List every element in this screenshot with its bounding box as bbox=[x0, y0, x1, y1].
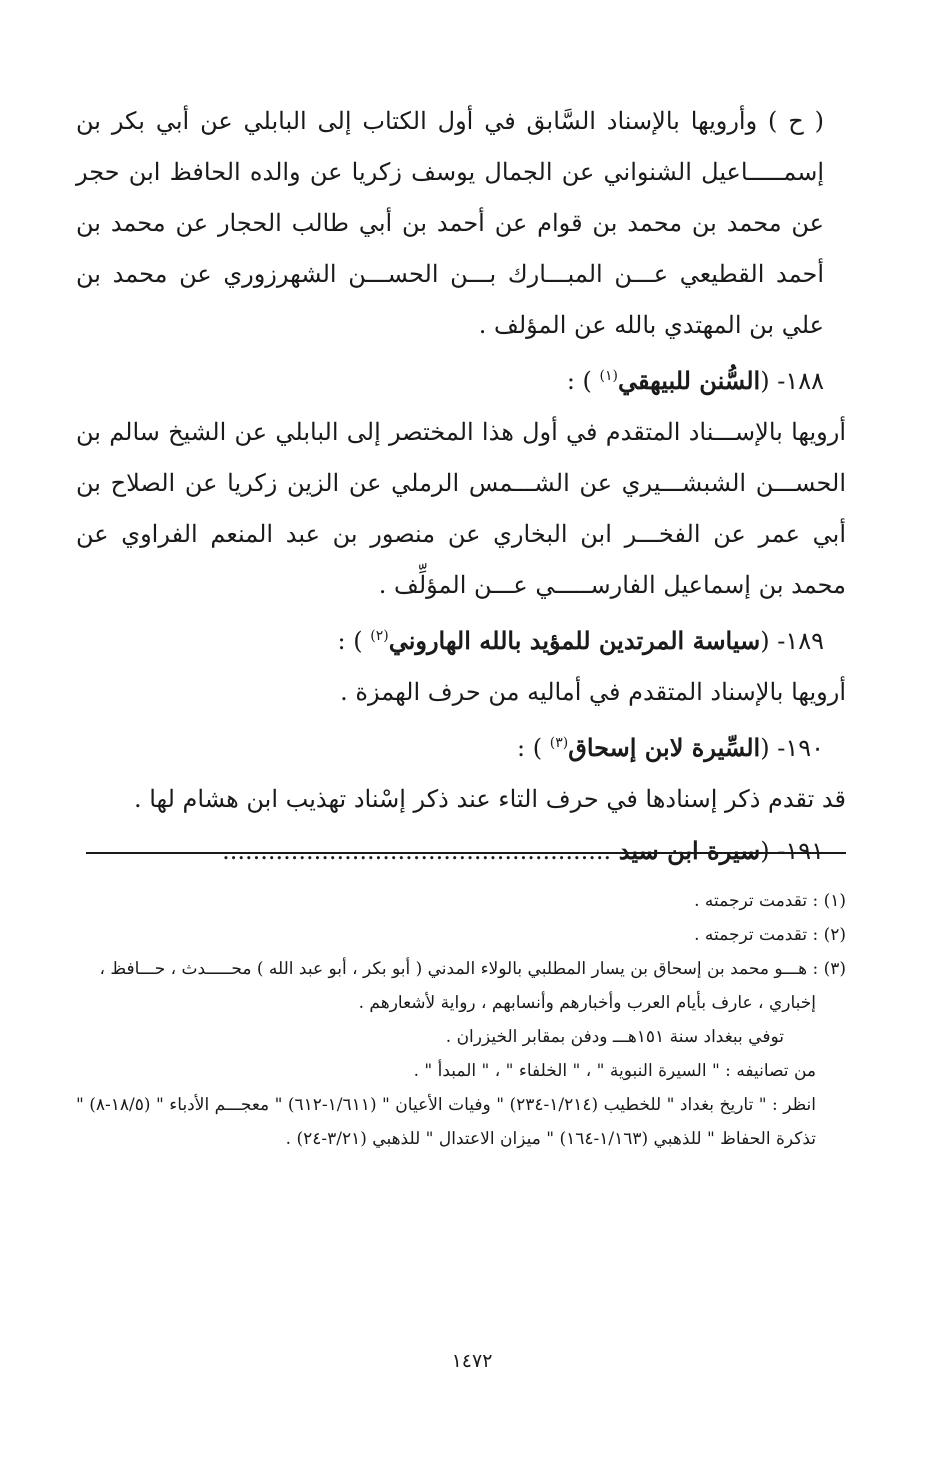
paragraph-isnad-1: ( ح ) وأرويها بالإسناد السَّابق في أول الكتاب إلى البابلي عن أبي بكر بن إسمـــــاعيل الشنواني عن الجمال يوسف زكريا عن والده الحافظ ابن حجر عن محمد بن محمد بن قوام عن أحمد بن أبي طالب الحجار عن محمد بن أحمد القطيعي عـــن المبـــارك بـــن الحســـن الشهرزوري عن محمد بن علي بن المهتدي بالله عن المؤلف . bbox=[76, 107, 824, 339]
entry-188-tail: ) : bbox=[566, 367, 600, 395]
footnote-1: (١) : تقدمت ترجمته . bbox=[694, 891, 846, 911]
footnotes bbox=[76, 884, 846, 1156]
footnote-ref-3: (٣) bbox=[549, 735, 569, 751]
entry-191-title: سيرة ابن سيد bbox=[618, 836, 761, 865]
entry-189 bbox=[76, 611, 846, 667]
footnote-3-works: من تصانيفه : " السيرة النبوية " ، " الخلفاء " ، " المبدأ " . bbox=[413, 1061, 816, 1081]
entry-189-number: ١٨٩- ( bbox=[760, 627, 824, 655]
entry-191-number: ١٩١- ( bbox=[760, 837, 824, 865]
main-text bbox=[76, 96, 846, 877]
entry-190-title: السِّيرة لابن إسحاق bbox=[568, 733, 761, 762]
page-number: ١٤٧٢ bbox=[451, 1350, 493, 1372]
entry-191-dots: ................................................... bbox=[222, 837, 619, 865]
footnote-3: (٣) : هـــو محمد بن إسحاق بن يسار المطلبي بالولاء المدني ( أبو بكر ، أبو عبد الله ) محـــــدث ، حـــافظ ، bbox=[99, 959, 846, 979]
footnote-ref-1: (١) bbox=[599, 368, 618, 384]
footnote-3-line-2: إخباري ، عارف بأيام العرب وأخبارهم وأنسابهم ، رواية لأشعارهم . bbox=[358, 993, 816, 1013]
footnote-3-sources: انظر : " تاريخ بغداد " للخطيب (١/٢١٤-٢٣٤) " وفيات الأعيان " (١/٦١١-٦١٢) " معجـــم الأدباء " (١٨/٥-٨) " تذكرة الحفاظ " للذهبي (١/١٦٣-١٦٤) " ميزان الاعتدال " للذهبي (٣/٢١-٢٤) . bbox=[76, 1095, 816, 1149]
paragraph-isnad-3: أرويها بالإسناد المتقدم في أماليه من حرف الهمزة . bbox=[340, 678, 846, 706]
entry-189-tail: ) : bbox=[337, 627, 371, 655]
entry-188 bbox=[76, 351, 846, 407]
entry-188-number: ١٨٨- ( bbox=[760, 367, 824, 395]
entry-190 bbox=[76, 718, 846, 774]
paragraph-isnad-2: أرويها بالإســـناد المتقدم في أول هذا المختصر إلى البابلي عن الشيخ سالم بن الحســـن الشبشـــيري عن الشـــمس الرملي عن الزين زكريا عن الصلاح بن أبي عمر عن الفخـــر ابن البخاري عن منصور بن عبد المنعم الفراوي عن محمد بن إسماعيل الفارســـــي عـــن المؤلِّف . bbox=[76, 418, 846, 599]
entry-191 bbox=[76, 825, 846, 877]
entry-190-tail: ) : bbox=[517, 734, 550, 762]
paragraph-isnad-4: قد تقدم ذكر إسنادها في حرف التاء عند ذكر إسْناد تهذيب ابن هشام لها . bbox=[133, 785, 846, 813]
footnote-3-death: توفي ببغداد سنة ١٥١هـــ ودفن بمقابر الخيزران . bbox=[445, 1027, 784, 1047]
footnote-ref-2: (٢) bbox=[370, 628, 389, 644]
footnote-2: (٢) : تقدمت ترجمته . bbox=[694, 925, 846, 945]
footnote-separator bbox=[86, 852, 846, 854]
entry-189-title: سياسة المرتدين للمؤيد بالله الهاروني bbox=[388, 626, 761, 655]
entry-188-title: السُّنن للبيهقي bbox=[618, 366, 761, 395]
entry-190-number: ١٩٠- ( bbox=[760, 734, 824, 762]
